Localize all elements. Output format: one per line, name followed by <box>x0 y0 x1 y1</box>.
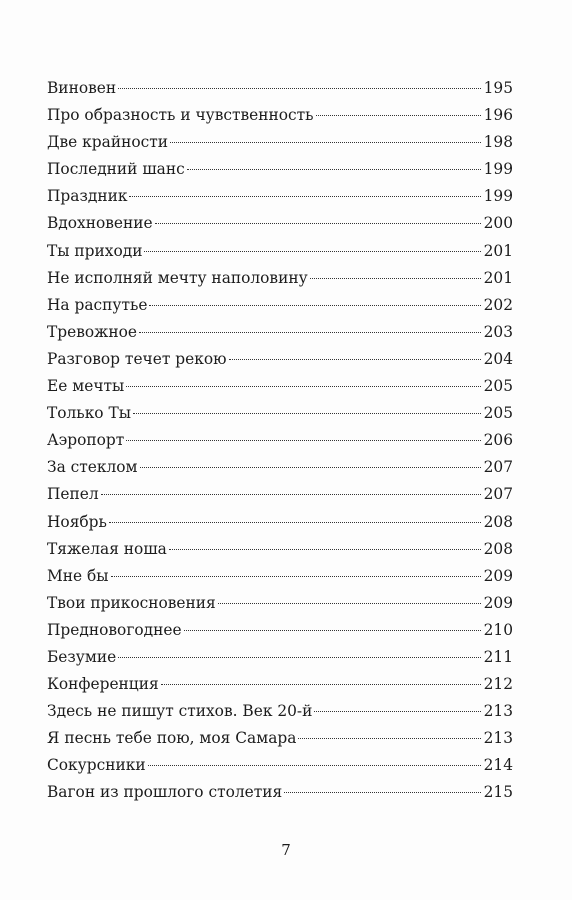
toc-entry-page: 204 <box>483 349 513 368</box>
toc-entry <box>47 238 513 265</box>
dot-leader <box>118 657 480 658</box>
dot-leader <box>184 630 481 631</box>
toc-entry-page: 208 <box>483 512 513 531</box>
toc-entry <box>47 563 513 590</box>
dot-leader <box>149 305 480 306</box>
dot-leader <box>314 711 480 712</box>
toc-entry <box>47 210 513 237</box>
toc-entry <box>47 590 513 617</box>
toc-entry-title: Конференция <box>47 675 159 694</box>
dot-leader <box>133 413 481 414</box>
toc-entry-page: 210 <box>483 620 513 639</box>
toc-entry-title: Здесь не пишут стихов. Век 20-й <box>47 702 313 721</box>
table-of-contents <box>47 75 513 807</box>
toc-entry-title: Вдохновение <box>47 214 153 233</box>
toc-entry-title: Тревожное <box>47 322 137 341</box>
toc-entry-page: 201 <box>483 268 513 287</box>
toc-entry-page: 208 <box>483 539 513 558</box>
toc-entry <box>47 373 513 400</box>
toc-entry <box>47 292 513 319</box>
dot-leader <box>118 88 480 89</box>
toc-entry-title: Две крайности <box>47 133 168 152</box>
toc-entry-page: 209 <box>483 566 513 585</box>
toc-entry-page: 213 <box>483 702 513 721</box>
toc-entry-page: 201 <box>483 241 513 260</box>
toc-entry <box>47 427 513 454</box>
toc-entry-page: 199 <box>483 160 513 179</box>
toc-entry-title: На распутье <box>47 295 148 314</box>
toc-entry-title: Виновен <box>47 79 117 97</box>
toc-entry-title: Аэропорт <box>47 431 125 450</box>
toc-entry <box>47 725 513 752</box>
toc-entry-title: Про образность и чувственность <box>47 106 314 125</box>
dot-leader <box>284 792 480 793</box>
dot-leader <box>140 467 481 468</box>
toc-entry-page: 214 <box>483 756 513 775</box>
toc-entry-title: Только Ты <box>47 404 131 423</box>
toc-entry <box>47 129 513 156</box>
toc-entry-title: Предновогоднее <box>47 620 182 639</box>
toc-entry-page: 200 <box>483 214 513 233</box>
toc-entry-page: 196 <box>483 106 513 125</box>
toc-entry <box>47 536 513 563</box>
dot-leader <box>148 765 481 766</box>
dot-leader <box>126 440 480 441</box>
toc-entry-page: 198 <box>483 133 513 152</box>
toc-entry <box>47 481 513 508</box>
toc-entry-title: Ноябрь <box>47 512 107 531</box>
toc-entry <box>47 644 513 671</box>
toc-entry-title: Ты приходи <box>47 241 143 260</box>
toc-entry-title: Ее мечты <box>47 377 125 396</box>
toc-entry-page: 211 <box>483 647 513 666</box>
toc-entry-page: 215 <box>483 783 513 802</box>
dot-leader <box>218 603 481 604</box>
dot-leader <box>126 386 480 387</box>
toc-entry-page: 206 <box>483 431 513 450</box>
toc-entry <box>47 319 513 346</box>
toc-entry <box>47 265 513 292</box>
dot-leader <box>316 115 481 116</box>
toc-entry <box>47 102 513 129</box>
toc-entry-title: Я песнь тебе пою, моя Самара <box>47 729 297 748</box>
toc-entry <box>47 156 513 183</box>
dot-leader <box>298 738 480 739</box>
page-number: 7 <box>281 841 291 859</box>
toc-entry-page: 209 <box>483 593 513 612</box>
toc-entry-page: 213 <box>483 729 513 748</box>
toc-entry-title: За стеклом <box>47 458 138 477</box>
toc-entry <box>47 509 513 536</box>
toc-entry <box>47 400 513 427</box>
toc-entry-page: 207 <box>483 458 513 477</box>
toc-entry-title: Не исполняй мечту наполовину <box>47 268 308 287</box>
dot-leader <box>144 251 480 252</box>
dot-leader <box>155 223 481 224</box>
toc-entry-page: 205 <box>483 404 513 423</box>
dot-leader <box>229 359 481 360</box>
toc-entry <box>47 752 513 779</box>
toc-entry-page: 199 <box>483 187 513 206</box>
dot-leader <box>111 576 481 577</box>
toc-entry <box>47 698 513 725</box>
toc-entry-page: 205 <box>483 377 513 396</box>
dot-leader <box>310 278 481 279</box>
toc-entry-title: Безумие <box>47 647 117 666</box>
dot-leader <box>187 169 481 170</box>
toc-entry-title: Пепел <box>47 485 99 504</box>
toc-entry-title: Праздник <box>47 187 128 206</box>
dot-leader <box>109 522 481 523</box>
dot-leader <box>169 549 481 550</box>
toc-entry <box>47 617 513 644</box>
toc-entry <box>47 454 513 481</box>
toc-entry-title: Твои прикосновения <box>47 593 216 612</box>
toc-entry-page: 207 <box>483 485 513 504</box>
toc-entry-page: 212 <box>483 675 513 694</box>
toc-entry <box>47 75 513 102</box>
dot-leader <box>101 494 481 495</box>
dot-leader <box>161 684 481 685</box>
toc-entry-title: Мне бы <box>47 566 109 585</box>
toc-entry-title: Вагон из прошлого столетия <box>47 783 283 802</box>
toc-entry <box>47 779 513 806</box>
dot-leader <box>129 196 480 197</box>
toc-entry-page: 202 <box>483 295 513 314</box>
toc-entry-title: Разговор течет рекою <box>47 349 227 368</box>
toc-entry-title: Сокурсники <box>47 756 146 775</box>
toc-entry-page: 195 <box>483 79 513 97</box>
dot-leader <box>139 332 481 333</box>
toc-entry <box>47 183 513 210</box>
toc-entry <box>47 671 513 698</box>
toc-entry-page: 203 <box>483 322 513 341</box>
toc-entry <box>47 346 513 373</box>
toc-entry-title: Последний шанс <box>47 160 185 179</box>
dot-leader <box>170 142 481 143</box>
toc-entry-title: Тяжелая ноша <box>47 539 167 558</box>
